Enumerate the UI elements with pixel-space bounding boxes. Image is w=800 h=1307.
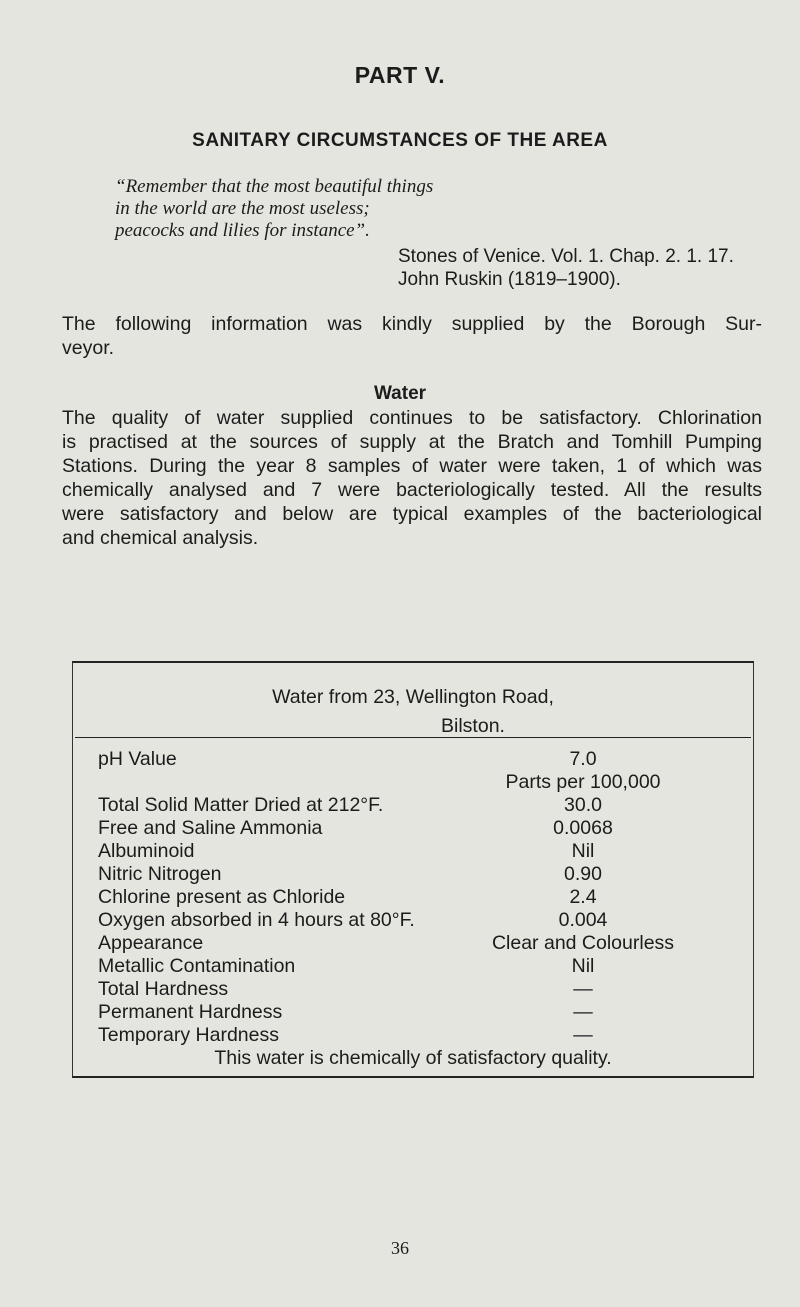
table-conclusion: This water is chemically of satisfactory quality. xyxy=(214,1047,612,1069)
citation-line: Stones of Venice. Vol. 1. Chap. 2. 1. 17. xyxy=(398,246,734,267)
table-row xyxy=(73,931,753,955)
row-value: 0.0068 xyxy=(553,817,613,839)
row-label: Permanent Hardness xyxy=(98,1001,283,1023)
paragraph-line: veyor. xyxy=(62,337,115,359)
row-label: Free and Saline Ammonia xyxy=(98,817,323,839)
paragraph-line: is practised at the sources of supply at the Bratch and Tomhill Pumping xyxy=(62,431,762,453)
row-value: Nil xyxy=(571,955,595,977)
part-title: PART V. xyxy=(354,62,446,88)
row-value: 7.0 xyxy=(569,748,597,770)
quote-line: in the world are the most useless; xyxy=(115,198,370,219)
row-value: Nil xyxy=(571,840,595,862)
paragraph-line: were satisfactory and below are typical examples of the bacteriological xyxy=(62,503,762,525)
table-row xyxy=(73,862,753,886)
page-number: 36 xyxy=(391,1238,409,1258)
water-analysis-table xyxy=(72,661,754,1078)
table-row xyxy=(73,747,753,771)
paragraph-line: chemically analysed and 7 were bacteriologically tested. All the results xyxy=(62,479,762,501)
row-label: Total Solid Matter Dried at 212°F. xyxy=(98,794,384,816)
row-value: 2.4 xyxy=(569,886,597,908)
row-value: 30.0 xyxy=(564,794,602,816)
row-label: Nitric Nitrogen xyxy=(98,863,222,885)
table-row xyxy=(73,885,753,909)
paragraph-line: The following information was kindly supplied by the Borough Sur- xyxy=(62,313,762,335)
paragraph-line: and chemical analysis. xyxy=(62,527,259,549)
row-value: 0.004 xyxy=(558,909,608,931)
table-heading xyxy=(73,683,753,741)
table-row xyxy=(73,908,753,932)
units-label: Parts per 100,000 xyxy=(505,771,661,793)
table-heading-line: Bilston. xyxy=(441,715,505,737)
citation-line: John Ruskin (1819–1900). xyxy=(398,269,621,290)
table-row xyxy=(73,1023,753,1047)
paragraph-line: Stations. During the year 8 samples of water were taken, 1 of which was xyxy=(62,455,762,477)
row-label: Total Hardness xyxy=(98,978,229,1000)
table-heading-line: Water from 23, Wellington Road, xyxy=(272,686,554,708)
quote-line: peacocks and lilies for instance”. xyxy=(115,220,370,241)
intro-paragraph xyxy=(62,312,762,360)
row-label: Oxygen absorbed in 4 hours at 80°F. xyxy=(98,909,415,931)
row-label: pH Value xyxy=(98,748,177,770)
epigraph-quote xyxy=(115,176,433,242)
table-row xyxy=(73,977,753,1001)
table-row xyxy=(73,816,753,840)
section-title: SANITARY CIRCUMSTANCES OF THE AREA xyxy=(192,130,608,151)
row-label: Albuminoid xyxy=(98,840,195,862)
row-value: Clear and Colourless xyxy=(491,932,675,954)
row-label: Appearance xyxy=(98,932,204,954)
row-label: Metallic Contamination xyxy=(98,955,296,977)
table-divider xyxy=(75,737,751,738)
row-label: Temporary Hardness xyxy=(98,1024,279,1046)
table-row xyxy=(73,1000,753,1024)
water-paragraph xyxy=(62,406,762,550)
table-row xyxy=(73,954,753,978)
paragraph-line: The quality of water supplied continues to be satisfactory. Chlorination xyxy=(62,407,762,429)
row-label: Chlorine present as Chloride xyxy=(98,886,346,908)
water-heading: Water xyxy=(373,383,427,404)
quote-line: “Remember that the most beautiful things xyxy=(115,176,434,197)
row-value: — xyxy=(573,1024,593,1046)
table-row xyxy=(73,793,753,817)
row-value: — xyxy=(573,978,593,1000)
table-row xyxy=(73,839,753,863)
epigraph-citation xyxy=(398,245,734,291)
row-value: — xyxy=(573,1001,593,1023)
row-value: 0.90 xyxy=(564,863,602,885)
